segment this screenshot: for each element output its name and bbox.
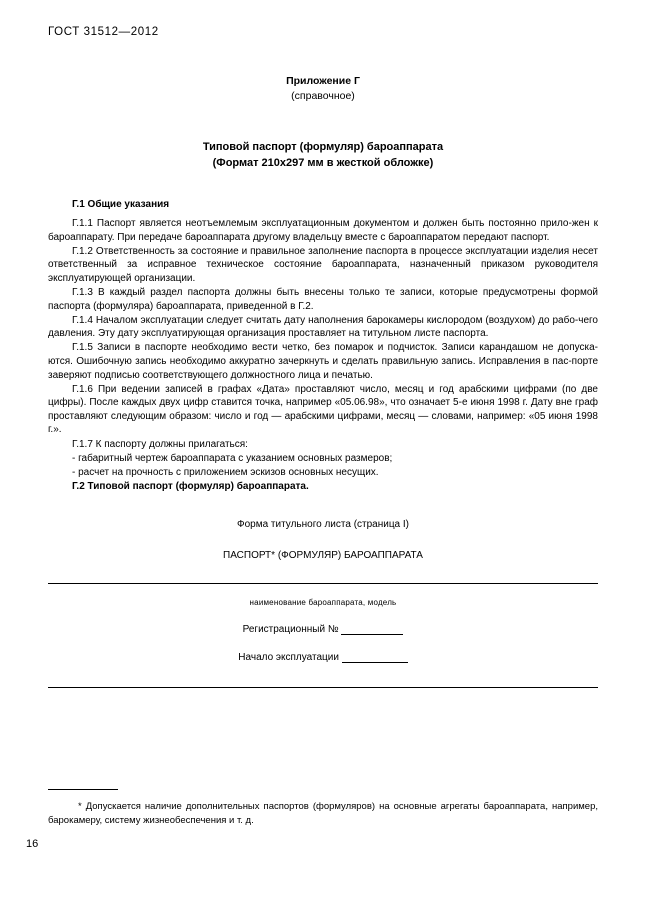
footnote-text: * Допускается наличие дополнительных паспортов (формуляров) на основные агрегаты бароаппарата, например, барокамеру, систему жизнеобеспечения и т. д. [48,801,598,826]
main-title-line1: Типовой паспорт (формуляр) бароаппарата [202,141,444,153]
form-divider-top [48,583,598,584]
operation-start-field [48,651,598,663]
passport-form-title: ПАСПОРТ* (ФОРМУЛЯР) БАРОАППАРАТА [223,550,423,562]
page-number: 16 [26,838,39,850]
standard-header: ГОСТ 31512—2012 [48,26,159,38]
section-heading-general: Г.1 Общие указания [72,199,170,210]
section-heading-typical-passport: Г.2 Типовой паспорт (формуляр) бароаппарата. [72,480,309,492]
list-item-strength-calculation: - расчет на прочность с приложением эскизов основных несущих. [72,466,379,478]
form-divider-bottom [48,687,598,688]
paragraph-g-1-4: Г.1.4 Началом эксплуатации следует считать дату наполнения барокамеры кислородом (воздухом) до рабо-чего давления. Эту дату эксплуатирующая организация проставляет на титульном листе паспорта. [48,314,598,340]
appendix-title: Приложение Г [286,75,360,87]
footnote-divider [48,789,118,790]
operation-start-label: Начало эксплуатации [238,652,339,664]
paragraph-g-1-5: Г.1.5 Записи в паспорте необходимо вести четко, без помарок и подчисток. Записи карандашом не допуска-ются. Ошибочную запись необходимо аккуратно зачеркнуть и сделать правильную запись. Исправления в пас-порте заверяют подписью соответствующего должностного лица и печатью. [48,342,598,381]
form-field-caption: наименование бароаппарата, модель [249,598,397,608]
form-title-page-label: Форма титульного листа (страница I) [236,519,410,531]
paragraph-g-1-6: Г.1.6 При ведении записей в графах «Дата» проставляют число, месяц и год арабскими цифрами (по две цифры). После каждых двух цифр ставится точка, например «05.06.98», что означает 5-е июня 1998 г. Дату вне граф проставляют следующим образом: число и год — арабскими цифрами, месяц — словами, например: «05 июня 1998 г.». [48,383,598,436]
main-title-block [48,139,598,171]
paragraph-g-1-3: Г.1.3 В каждый раздел паспорта должны быть внесены только те записи, которые предусмотрены формой паспорта (формуляра) бароаппарата, приведенной в Г.2. [48,286,598,312]
registration-number-blank[interactable] [341,623,403,635]
main-title-line2: (Формат 210х297 мм в жесткой обложке) [212,157,434,169]
paragraph-g-1-1: Г.1.1 Паспорт является неотъемлемым эксплуатационным документом и должен быть постоянно прило-жен к бароаппарату. При передаче бароаппарата другому владельцу вместе с бароаппаратом передают паспорт. [48,218,598,243]
operation-start-blank[interactable] [342,651,408,663]
registration-number-label: Регистрационный № [242,624,339,636]
paragraph-g-1-2: Г.1.2 Ответственность за состояние и правильное заполнение паспорта в процессе эксплуатации изделия несет ответственный за исправное техническое состояние бароаппарата, назначенный приказом руководителя эксплуатирующей организации. [48,245,598,284]
registration-number-field [48,623,598,635]
list-item-dimension-drawing: - габаритный чертеж бароаппарата с указанием основных размеров; [72,452,393,464]
paragraph-g-1-7: Г.1.7 К паспорту должны прилагаться: [72,438,248,450]
page-content [48,74,598,688]
appendix-subtitle: (справочное) [291,90,355,102]
